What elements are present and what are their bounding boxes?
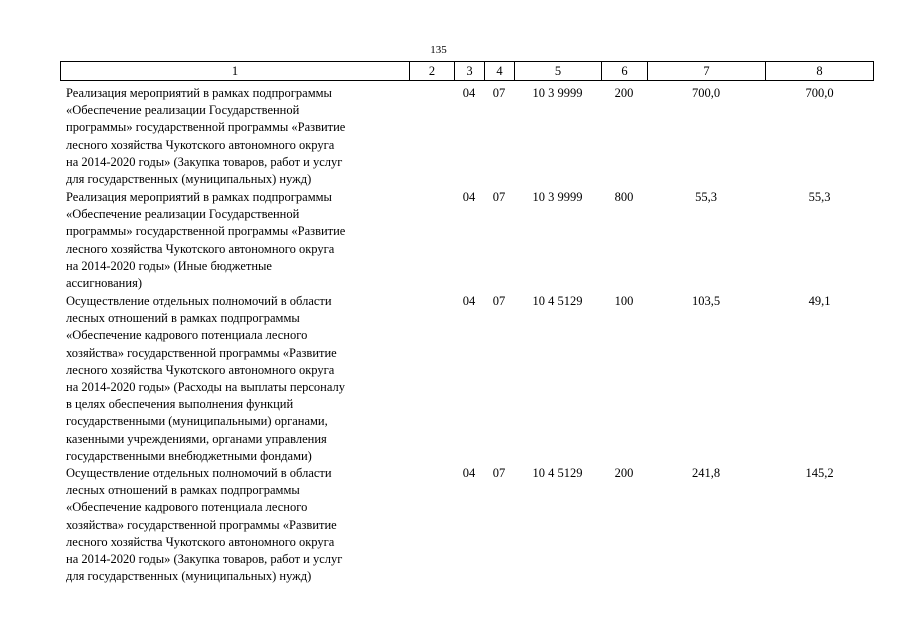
row-section-code: 04	[462, 86, 476, 100]
row-amount-col7: 55,3	[695, 190, 717, 204]
table-header-row	[60, 61, 874, 81]
header-cell-4: 4	[485, 62, 515, 80]
row-amount-col7: 700,0	[691, 86, 721, 100]
row-section-code: 04	[462, 190, 476, 204]
row-section-code: 04	[462, 466, 476, 480]
row-expense-type: 800	[614, 190, 634, 204]
header-cell-7: 7	[648, 62, 766, 80]
row-target-article: 10 4 5129	[532, 466, 583, 480]
row-subsection-code: 07	[492, 190, 506, 204]
row-section-code: 04	[462, 294, 476, 308]
row-amount-col8: 145,2	[805, 466, 834, 480]
row-description: Реализация мероприятий в рамках подпрограммы «Обеспечение реализации Государственной программы» государственной программы «Развитие лесного хозяйства Чукотского автономного округа на 2014-2020 годы» (Иные бюджетные ассигнования)	[66, 190, 346, 291]
row-amount-col8: 55,3	[808, 190, 831, 204]
row-target-article: 10 3 9999	[532, 86, 583, 100]
header-cell-2: 2	[410, 62, 455, 80]
row-expense-type: 200	[614, 466, 634, 480]
row-subsection-code: 07	[492, 294, 506, 308]
header-cell-5: 5	[515, 62, 602, 80]
row-target-article: 10 4 5129	[532, 294, 583, 308]
row-expense-type: 100	[614, 294, 634, 308]
row-subsection-code: 07	[492, 86, 506, 100]
row-description: Осуществление отдельных полномочий в области лесных отношений в рамках подпрограммы «Обеспечение кадрового потенциала лесного хозяйства» государственной программы «Развитие лесного хозяйства Чукотского автономного округа на 2014-2020 годы» (Расходы на выплаты персоналу в целях обеспечения выполнения функций государственными (муниципальными) органами, казенными учреждениями, органами управления государственными внебюджетными фондами)	[66, 294, 346, 463]
row-subsection-code: 07	[492, 466, 506, 480]
page-number: 135	[430, 44, 447, 56]
row-amount-col7: 103,5	[691, 294, 721, 308]
header-cell-1: 1	[61, 62, 410, 80]
header-cell-8: 8	[816, 64, 823, 78]
row-amount-col7: 241,8	[691, 466, 721, 480]
row-amount-col8: 700,0	[805, 86, 834, 100]
row-description: Осуществление отдельных полномочий в области лесных отношений в рамках подпрограммы «Обеспечение кадрового потенциала лесного хозяйства» государственной программы «Развитие лесного хозяйства Чукотского автономного округа на 2014-2020 годы» (Закупка товаров, работ и услуг для государственных (муниципальных) нужд)	[66, 466, 343, 584]
header-cell-6: 6	[602, 62, 648, 80]
header-cell-3: 3	[455, 62, 485, 80]
row-target-article: 10 3 9999	[532, 190, 583, 204]
row-expense-type: 200	[614, 86, 634, 100]
row-description: Реализация мероприятий в рамках подпрограммы «Обеспечение реализации Государственной программы» государственной программы «Развитие лесного хозяйства Чукотского автономного округа на 2014-2020 годы» (Закупка товаров, работ и услуг для государственных (муниципальных) нужд)	[66, 86, 346, 187]
row-amount-col8: 49,1	[808, 294, 831, 308]
